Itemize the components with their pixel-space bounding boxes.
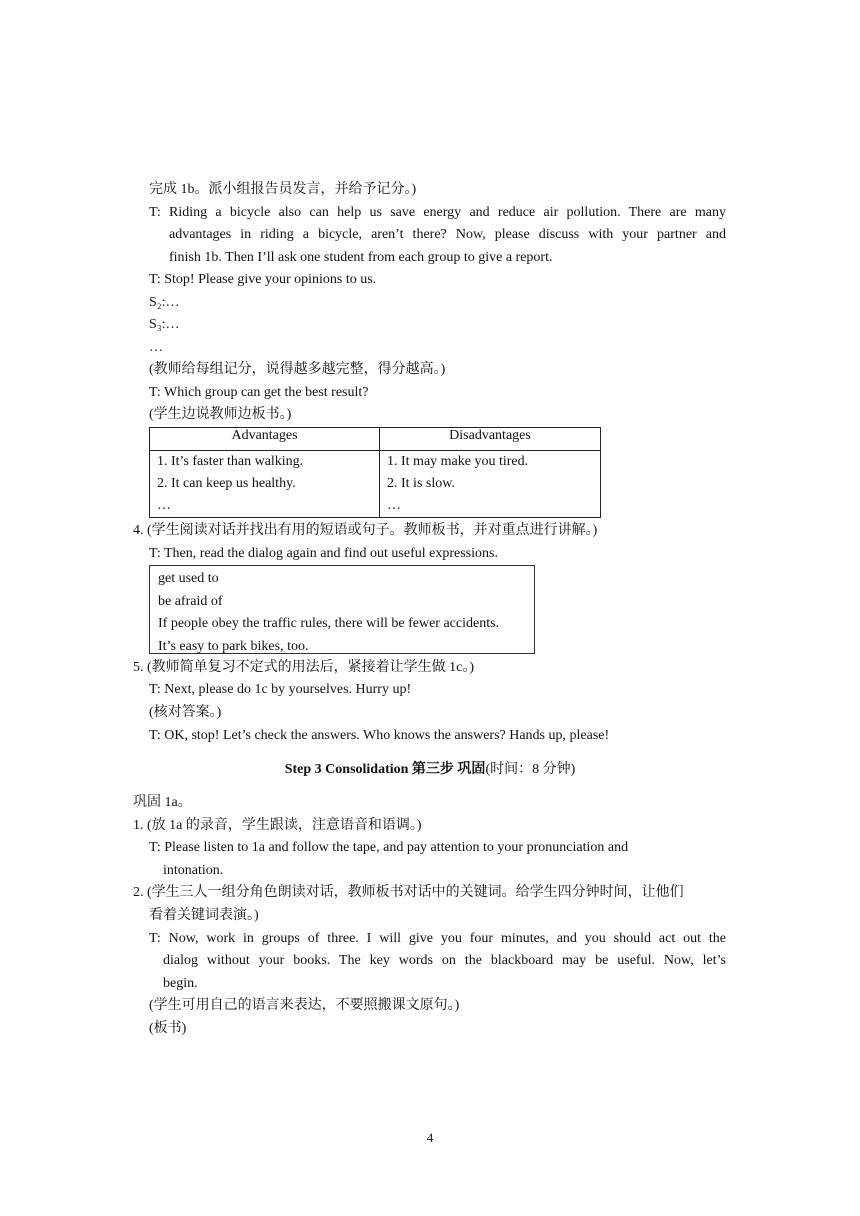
line: 巩固 1a。	[133, 795, 192, 810]
table-cell	[380, 451, 601, 518]
line: 看着关键词表演。)	[149, 908, 259, 923]
page-number: 4	[426, 1130, 434, 1145]
table-header: Disadvantages	[380, 428, 601, 451]
step-time: (时间：8 分钟)	[485, 762, 576, 777]
advantages-table	[149, 427, 601, 518]
expression-item: It’s easy to park bikes, too.	[158, 638, 309, 654]
line: T: Next, please do 1c by yourselves. Hurry up!	[149, 682, 412, 697]
expression-item: be afraid of	[158, 593, 223, 609]
line: 5. (教师简单复习不定式的用法后，紧接着让学生做 1c。)	[133, 660, 475, 675]
line: T: Stop! Please give your opinions to us.	[149, 272, 377, 287]
line: advantages in riding a bicycle, aren’t there? Now, please discuss with your partner and	[169, 227, 726, 242]
line: T: Which group can get the best result?	[149, 385, 369, 400]
expression-item: If people obey the traffic rules, there will be fewer accidents.	[158, 616, 500, 631]
list-item: 1. It may make you tired.	[387, 454, 529, 469]
step-heading-bold: Step 3 Consolidation 第三步 巩固	[284, 762, 486, 777]
expression-item: get used to	[158, 571, 219, 586]
line: S₂:…	[149, 295, 180, 310]
expressions-box	[149, 565, 535, 654]
line: 1. (放 1a 的录音，学生跟读，注意语音和语调。)	[133, 818, 422, 833]
list-item: …	[387, 498, 401, 513]
line: T: OK, stop! Let’s check the answers. Who knows the answers? Hands up, please!	[149, 728, 610, 743]
line: T: Please listen to 1a and follow the tape, and pay attention to your pronunciation and	[149, 840, 629, 855]
list-item: 2. It is slow.	[387, 476, 455, 491]
line: (学生可用自己的语言来表达，不要照搬课文原句。)	[149, 998, 460, 1013]
line: 完成 1b。派小组报告员发言，并给予记分。)	[149, 182, 417, 197]
line: 4. (学生阅读对话并找出有用的短语或句子。教师板书，并对重点进行讲解。)	[133, 523, 598, 538]
step-heading	[0, 761, 860, 779]
line: T: Now, work in groups of three. I will give you four minutes, and you should act out the	[149, 931, 726, 946]
line: (学生边说教师边板书。)	[149, 407, 292, 422]
line: begin.	[163, 976, 198, 991]
line: intonation.	[163, 863, 224, 878]
line: (教师给每组记分，说得越多越完整，得分越高。)	[149, 362, 446, 377]
list-item: 1. It’s faster than walking.	[157, 454, 304, 469]
line: (板书)	[149, 1021, 187, 1036]
table-cell	[150, 451, 380, 518]
table-header: Advantages	[150, 428, 380, 451]
line: dialog without your books. The key words on the blackboard may be useful. Now, let’s	[163, 953, 726, 968]
line: …	[149, 340, 163, 355]
list-item: 2. It can keep us healthy.	[157, 476, 296, 491]
line: finish 1b. Then I’ll ask one student from each group to give a report.	[169, 250, 553, 265]
list-item: …	[157, 498, 171, 513]
line: T: Riding a bicycle also can help us save energy and reduce air pollution. There are many	[149, 205, 726, 220]
line: S₃:…	[149, 317, 180, 332]
line: T: Then, read the dialog again and find out useful expressions.	[149, 546, 498, 561]
line: 2. (学生三人一组分角色朗读对话，教师板书对话中的关键词。给学生四分钟时间，让他们	[133, 885, 684, 900]
line: (核对答案。)	[149, 705, 222, 720]
